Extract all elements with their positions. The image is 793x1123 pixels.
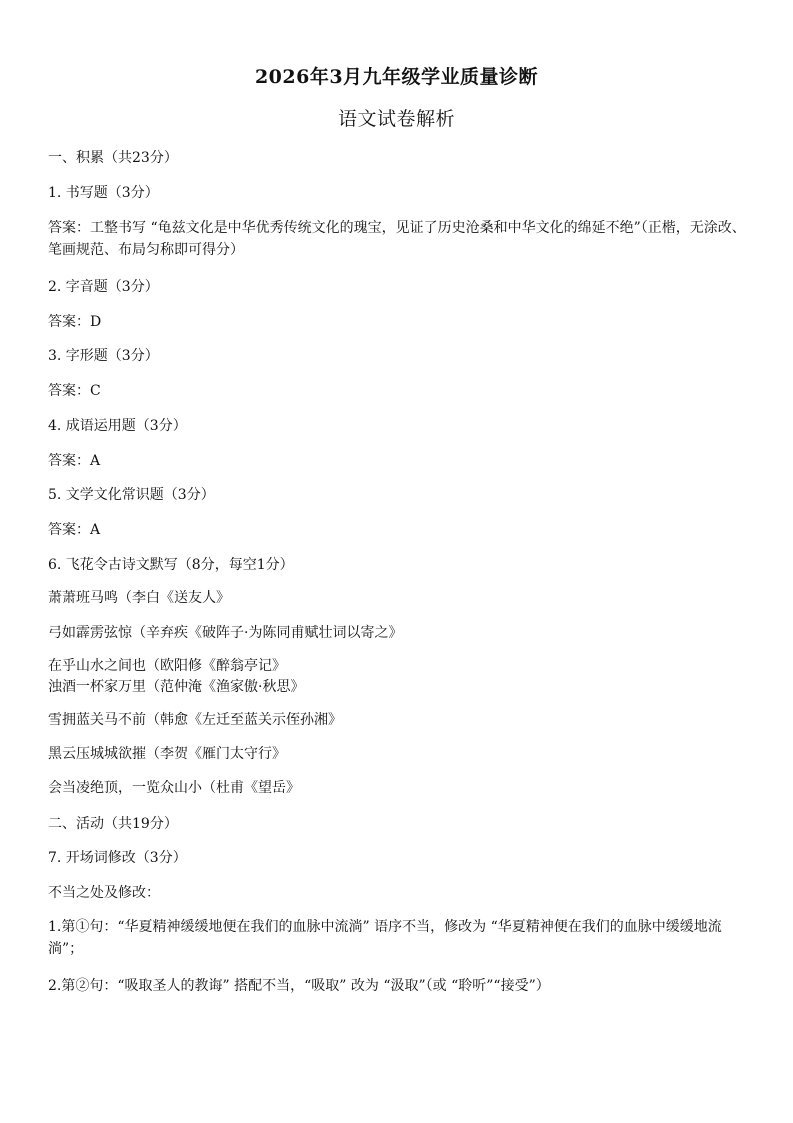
poem-line: 会当凌绝顶，一览众山小（杜甫《望岳》 bbox=[48, 780, 300, 796]
poem-line: 浊酒一杯家万里（范仲淹《渔家傲·秋思》 bbox=[48, 679, 305, 695]
poem-line: 在乎山水之间也（欧阳修《醉翁亭记》 bbox=[48, 658, 286, 674]
question-heading: 7. 开场词修改（3分） bbox=[48, 850, 187, 866]
poem-line: 萧萧班马鸣（李白《送友人》 bbox=[48, 590, 230, 606]
section-heading: 一、积累（共23分） bbox=[48, 150, 178, 166]
question-heading: 1. 书写题（3分） bbox=[48, 185, 159, 201]
question-heading: 6. 飞花令古诗文默写（8分，每空1分） bbox=[48, 557, 294, 573]
answer-item: 1.第①句：“华夏精神缓缓地便在我们的血脉中流淌” 语序不当，修改为 “华夏精神便在我们的血脉中缓缓地流淌”； bbox=[48, 919, 722, 957]
poem-line: 黑云压城城欲摧（李贺《雁门太守行》 bbox=[48, 746, 286, 762]
question-heading: 5. 文学文化常识题（3分） bbox=[48, 487, 215, 503]
answer-text: 答案：D bbox=[48, 314, 102, 330]
answer-text: 答案：A bbox=[48, 453, 101, 469]
document-subtitle: 语文试卷解析 bbox=[337, 108, 455, 130]
answer-text: 答案：工整书写 “龟兹文化是中华优秀传统文化的瑰宝，见证了历史沧桑和中华文化的绵延不绝”（正楷，无涂改、笔画规范、布局匀称即可得分） bbox=[48, 220, 746, 258]
section-heading: 二、活动（共19分） bbox=[48, 816, 178, 832]
answer-text: 不当之处及修改： bbox=[48, 885, 160, 901]
question-heading: 4. 成语运用题（3分） bbox=[48, 418, 187, 434]
poem-line: 弓如霹雳弦惊（辛弃疾《破阵子·为陈同甫赋壮词以寄之》 bbox=[48, 625, 403, 641]
question-heading: 2. 字音题（3分） bbox=[48, 279, 159, 295]
answer-text: 答案：C bbox=[48, 383, 101, 399]
question-heading: 3. 字形题（3分） bbox=[48, 348, 159, 364]
poem-line: 雪拥蓝关马不前（韩愈《左迁至蓝关示侄孙湘》 bbox=[48, 712, 342, 728]
answer-text: 答案：A bbox=[48, 522, 101, 538]
answer-item: 2.第②句：“吸取圣人的教诲” 搭配不当，“吸取” 改为 “汲取”（或 “聆听”“接受”） bbox=[48, 978, 550, 994]
document-title: 2026年3月九年级学业质量诊断 bbox=[254, 66, 539, 88]
